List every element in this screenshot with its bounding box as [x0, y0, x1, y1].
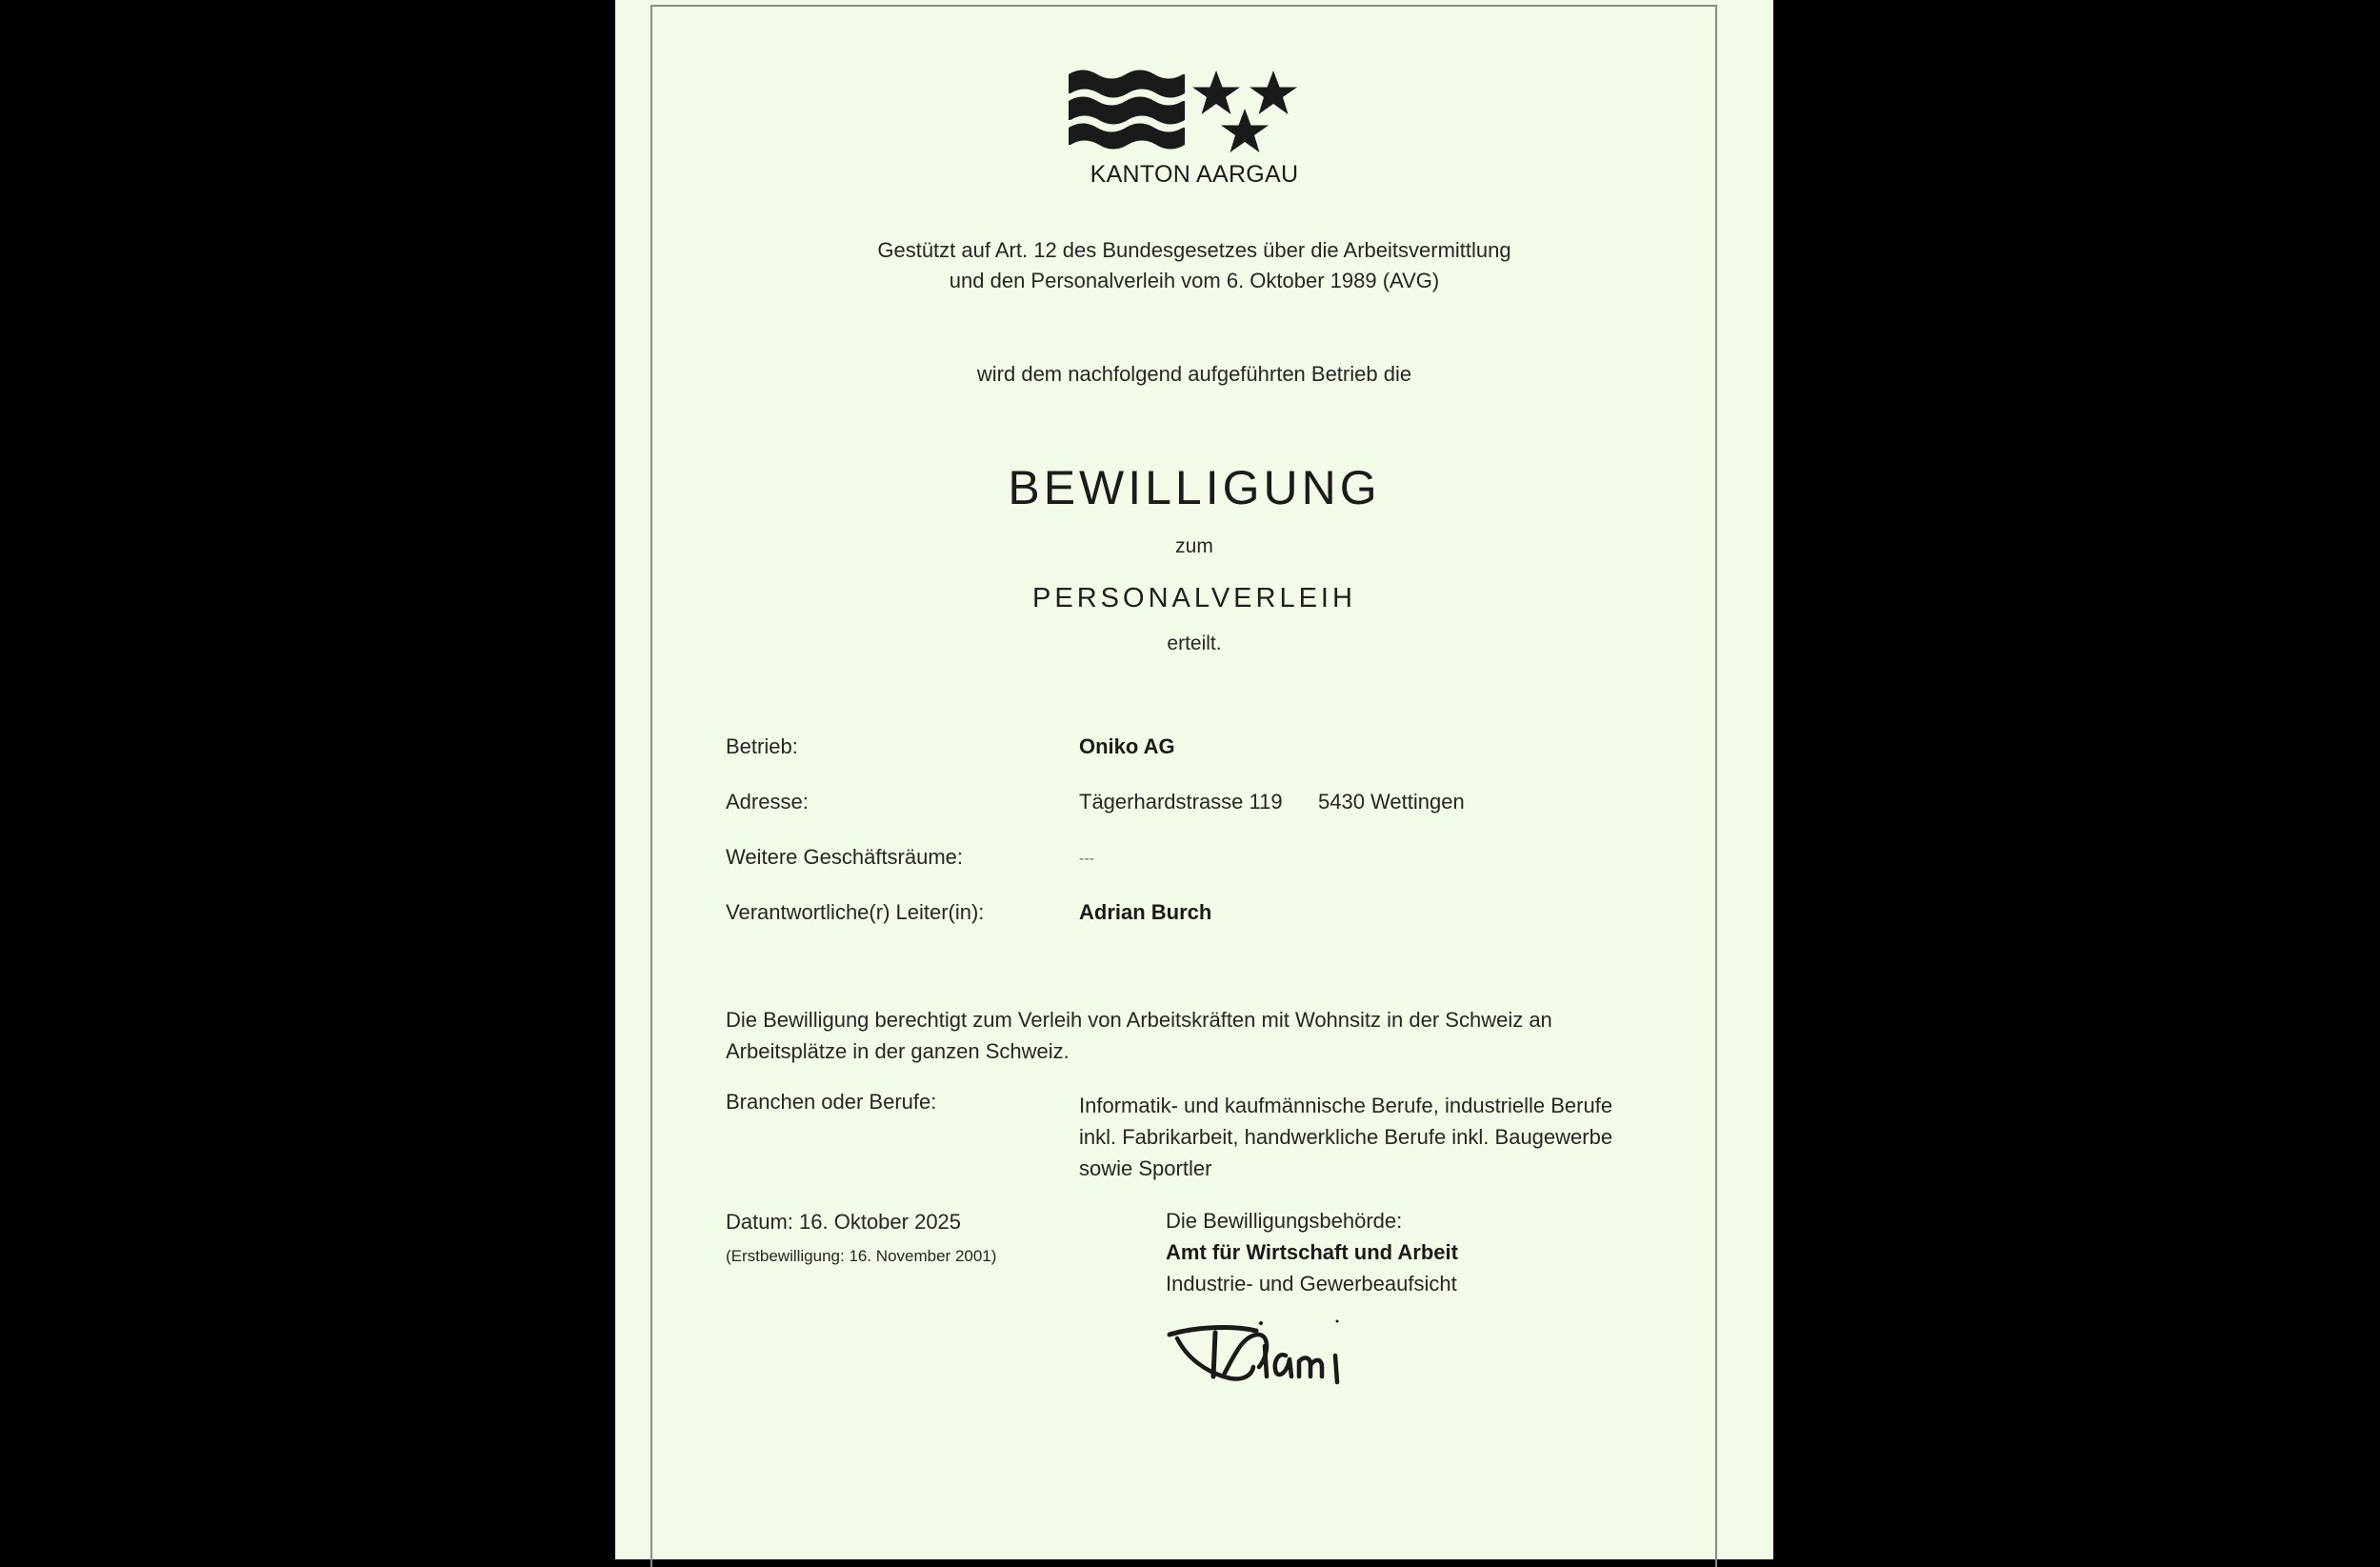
title-connector: zum — [1175, 535, 1213, 557]
legal-preamble — [615, 235, 1773, 296]
authority-department: Industrie- und Gewerbeaufsicht — [1166, 1272, 1457, 1296]
issue-date: Datum: 16. Oktober 2025 — [726, 1210, 962, 1234]
manager-label: Verantwortliche(r) Leiter(in): — [726, 900, 985, 924]
authority-block — [1166, 1205, 1458, 1299]
branches-label: Branchen oder Berufe: — [726, 1090, 937, 1114]
authority-office: Amt für Wirtschaft und Arbeit — [1166, 1240, 1458, 1264]
scope-line-1: Die Bewilligung berechtigt zum Verleih von Arbeitskräften mit Wohnsitz in der Schweiz an — [726, 1008, 1552, 1032]
document-subtitle: PERSONALVERLEIH — [1032, 583, 1356, 613]
document-title: BEWILLIGUNG — [1008, 461, 1381, 514]
manager-value: Adrian Burch — [1079, 900, 1212, 924]
address-street: Tägerhardstrasse 119 — [1079, 790, 1283, 814]
branches-value — [1079, 1090, 1650, 1184]
first-issue-date: (Erstbewilligung: 16. November 2001) — [726, 1247, 997, 1265]
branches-line-2: inkl. Fabrikarbeit, handwerkliche Berufe inkl. Baugewerbe — [1079, 1125, 1613, 1149]
authority-heading: Die Bewilligungsbehörde: — [1166, 1209, 1403, 1233]
signature-icon — [1166, 1317, 1366, 1390]
business-label: Betrieb: — [726, 734, 798, 758]
branches-line-1: Informatik- und kaufmännische Berufe, industrielle Berufe — [1079, 1094, 1613, 1117]
preamble-line-1: Gestützt auf Art. 12 des Bundesgesetzes über die Arbeitsvermittlung — [877, 238, 1511, 262]
branches-line-3: sowie Sportler — [1079, 1156, 1212, 1180]
address-label: Adresse: — [726, 790, 809, 814]
address-city: 5430 Wettingen — [1318, 790, 1465, 814]
intro-text: wird dem nachfolgend aufgeführten Betrieb die — [976, 362, 1412, 386]
additional-premises-label: Weitere Geschäftsräume: — [726, 845, 964, 869]
certificate-page — [615, 0, 1773, 1559]
additional-premises-value: --- — [1079, 851, 1094, 867]
business-value: Oniko AG — [1079, 734, 1175, 758]
granted-text: erteilt. — [1167, 633, 1222, 654]
scope-line-2: Arbeitsplätze in der ganzen Schweiz. — [726, 1039, 1070, 1063]
logo-text: KANTON AARGAU — [1090, 161, 1299, 188]
scope-paragraph — [726, 1004, 1678, 1067]
preamble-line-2: und den Personalverleih vom 6. Oktober 1989 (AVG) — [949, 269, 1440, 292]
